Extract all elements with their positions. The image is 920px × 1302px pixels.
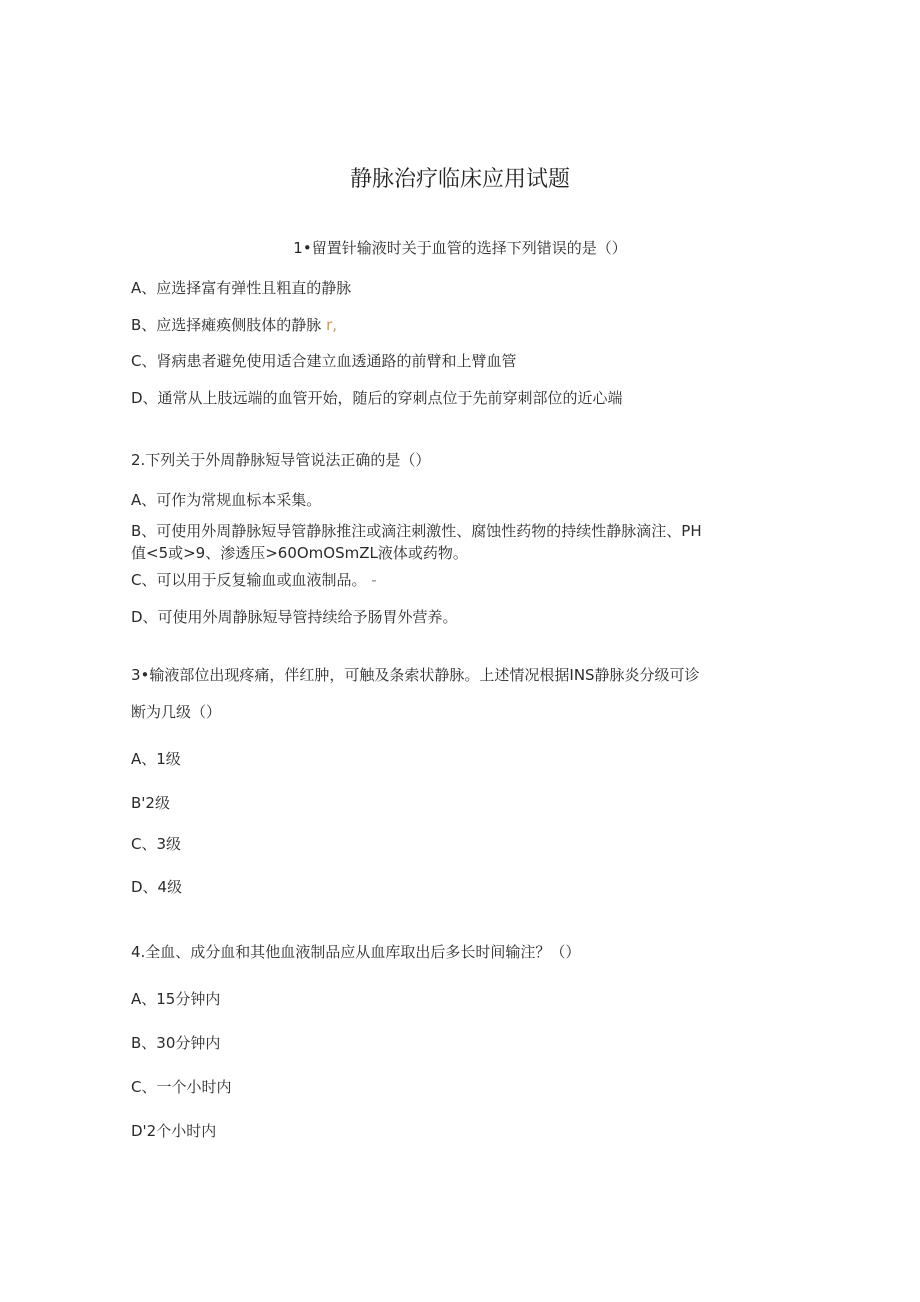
question-4-option-a: A、15分钟内 — [131, 990, 221, 1008]
question-2-option-c — [131, 570, 377, 590]
question-3-option-b: B'2级 — [131, 794, 170, 812]
question-1-option-b — [131, 315, 337, 335]
question-1-option-c: C、肾病患者避免使用适合建立血透通路的前臂和上臂血管 — [131, 352, 517, 370]
question-4-option-d: D'2个小时内 — [131, 1122, 217, 1140]
document-title: 静脉治疗临床应用试题 — [349, 167, 570, 192]
question-3-stem-line1: 3•输液部位出现疼痛，伴红肿，可触及条索状静脉。上述情况根据INS静脉炎分级可诊 — [131, 666, 700, 684]
question-1-option-b-text: B、应选择瘫痪侧肢体的静脉 — [131, 316, 322, 334]
question-2-option-c-text: C、可以用于反复输血或血液制品。 — [131, 571, 367, 589]
question-3-option-c: C、3级 — [131, 835, 182, 853]
question-1-option-d: D、通常从上肢远端的血管开始，随后的穿刺点位于先前穿刺部位的近心端 — [131, 389, 623, 407]
question-4-stem: 4.全血、成分血和其他血液制品应从血库取出后多长时间输注？（） — [131, 943, 581, 961]
question-1-option-a: A、应选择富有弹性且粗直的静脉 — [131, 279, 352, 297]
stray-mark: r, — [326, 316, 338, 334]
question-4-option-b: B、30分钟内 — [131, 1034, 221, 1052]
question-4-option-c: C、一个小时内 — [131, 1078, 232, 1096]
question-2-option-d: D、可使用外周静脉短导管持续给予肠胃外营养。 — [131, 608, 458, 626]
question-2-option-b-line2: 值<5或>9、渗透压>60OmOSmZL液体或药物。 — [131, 544, 468, 562]
question-2-option-a: A、可作为常规血标本采集。 — [131, 491, 322, 509]
question-1-stem: 1•留置针输液时关于血管的选择下列错误的是（） — [293, 239, 627, 257]
question-3-stem-line2: 断为几级（） — [131, 703, 222, 721]
question-3-option-a: A、1级 — [131, 750, 181, 768]
question-3-option-d: D、4级 — [131, 878, 183, 896]
question-2-option-b-line1: B、可使用外周静脉短导管静脉推注或滴注刺激性、腐蚀性药物的持续性静脉滴注、PH — [131, 522, 702, 540]
stray-dash: - — [371, 571, 377, 589]
question-2-stem: 2.下列关于外周静脉短导管说法正确的是（） — [131, 451, 431, 469]
